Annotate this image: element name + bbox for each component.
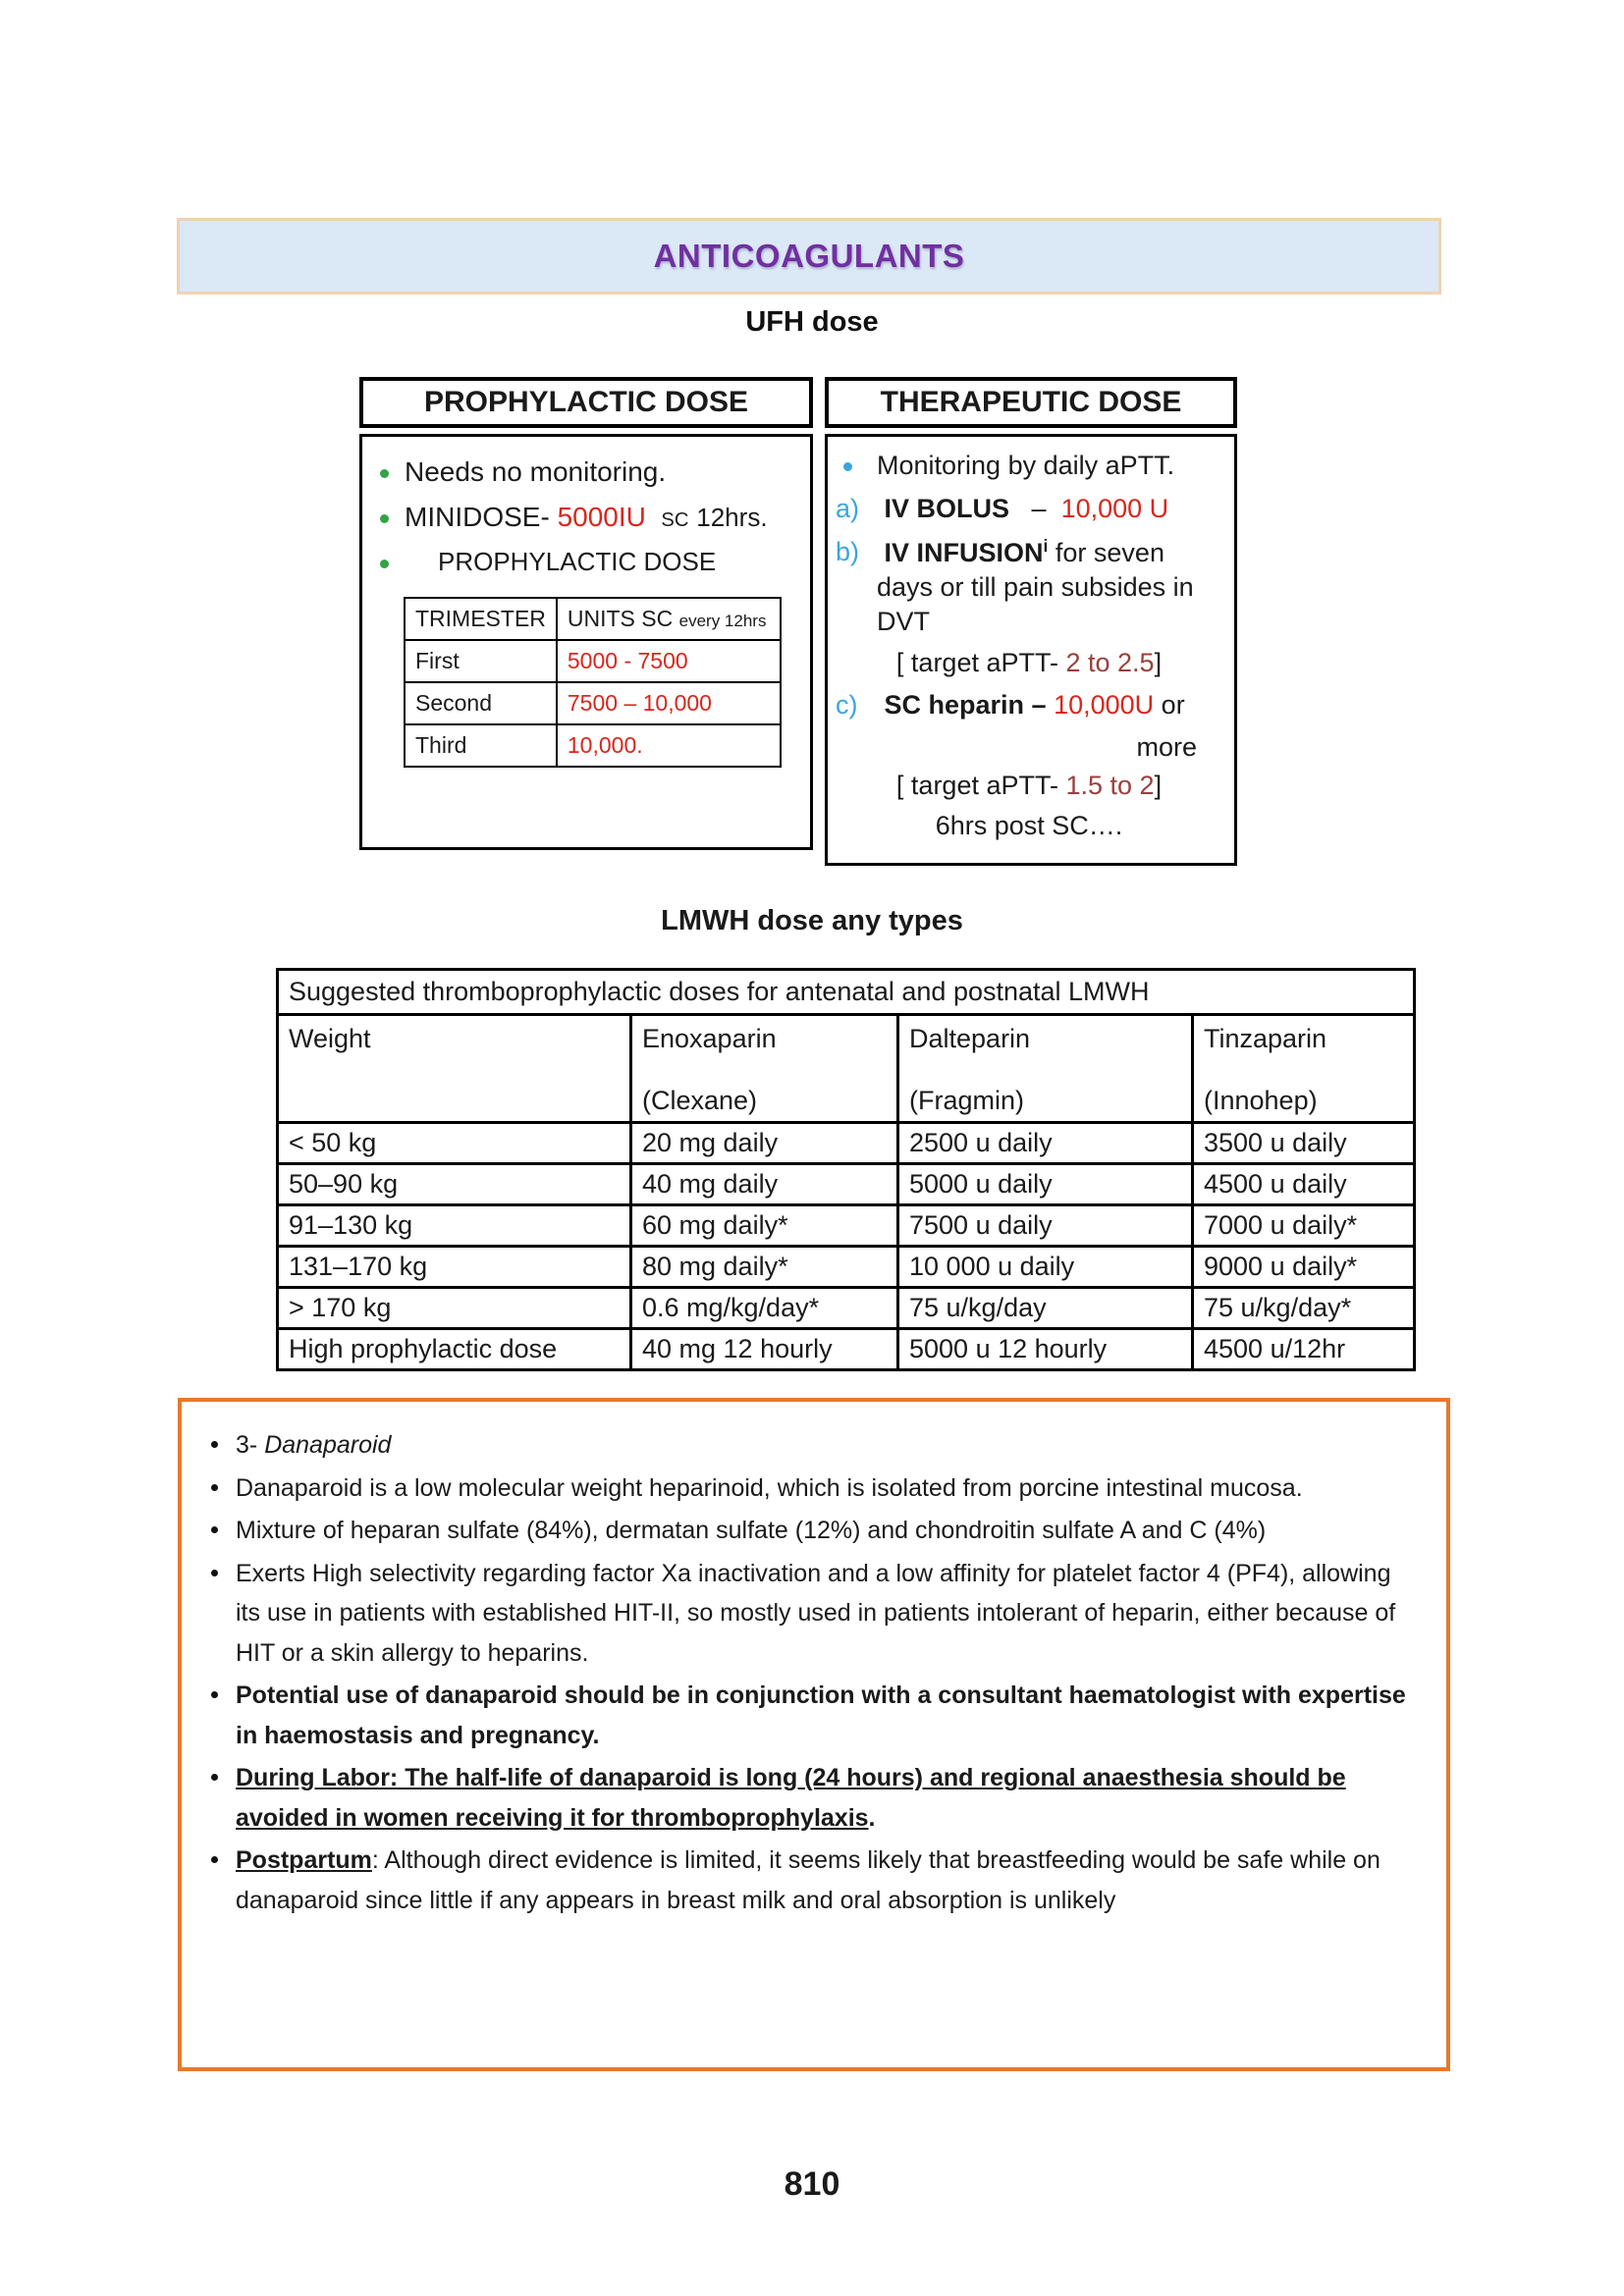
target-aptt-line bbox=[834, 771, 1224, 801]
list-item bbox=[368, 547, 802, 577]
therapeutic-title: THERAPEUTIC DOSE bbox=[880, 386, 1182, 418]
postpartum-text: : Although direct evidence is limited, it seems likely that breastfeeding would be safe while on danaparoid since little if any appears in breast milk and oral absorption is unlikely bbox=[236, 1846, 1380, 1914]
prophylactic-column bbox=[359, 377, 813, 866]
list-item-c bbox=[834, 688, 1224, 722]
bullet-text: Mixture of heparan sulfate (84%), dermatan sulfate (12%) and chondroitin sulfate A and C (4%) bbox=[236, 1517, 1267, 1544]
footnote-superscript: i bbox=[1043, 536, 1049, 557]
cell-weight: 131–170 kg bbox=[278, 1247, 631, 1288]
cell-dalteparin: 5000 u 12 hourly bbox=[898, 1329, 1193, 1370]
header-line2: (Clexane) bbox=[642, 1086, 758, 1115]
list-item bbox=[195, 1758, 1421, 1838]
table-row bbox=[278, 1247, 1415, 1288]
list-item bbox=[195, 1841, 1421, 1920]
target-post: ] bbox=[1154, 648, 1163, 678]
table-row bbox=[278, 1205, 1415, 1247]
bullet-dot-icon bbox=[211, 1441, 218, 1448]
header-weight bbox=[278, 1015, 631, 1123]
cell-tinzaparin: 7000 u daily* bbox=[1193, 1205, 1415, 1247]
bullet-dot-icon bbox=[211, 1484, 218, 1491]
cell-tinzaparin: 4500 u/12hr bbox=[1193, 1329, 1415, 1370]
bullet-text: Monitoring by daily aPTT. bbox=[877, 451, 1175, 480]
cell-tinzaparin: 9000 u daily* bbox=[1193, 1247, 1415, 1288]
bullet-text: Potential use of danaparoid should be in conjunction with a consultant haematologist with expertise in haemostasis and pregnancy. bbox=[236, 1682, 1406, 1749]
list-item bbox=[195, 1554, 1421, 1674]
header-line1: Enoxaparin bbox=[642, 1024, 777, 1053]
therapeutic-content-box bbox=[825, 434, 1237, 866]
sc-heparin-dose: 10,000U bbox=[1054, 690, 1155, 721]
list-item bbox=[195, 1511, 1421, 1551]
anticoagulants-banner bbox=[177, 218, 1441, 294]
danaparoid-name: Danaparoid bbox=[264, 1431, 392, 1459]
cell-dalteparin: 75 u/kg/day bbox=[898, 1288, 1193, 1329]
table-row bbox=[405, 682, 781, 724]
header-line1: Dalteparin bbox=[909, 1024, 1031, 1053]
bullet-dot-icon bbox=[834, 449, 877, 483]
header-line1: Tinzaparin bbox=[1204, 1024, 1327, 1053]
cell-weight: > 170 kg bbox=[278, 1288, 631, 1329]
header-enoxaparin bbox=[631, 1015, 898, 1123]
item-text bbox=[877, 492, 1224, 526]
table-row bbox=[278, 1164, 1415, 1205]
header-tinzaparin bbox=[1193, 1015, 1415, 1123]
bullet-dot-icon bbox=[380, 469, 389, 478]
trimester-header-cell: TRIMESTER bbox=[405, 598, 557, 640]
minidose-label: MINIDOSE- bbox=[405, 502, 558, 532]
bullet-dot-icon bbox=[380, 514, 389, 523]
list-item bbox=[195, 1676, 1421, 1755]
during-labor-text: During Labor: The half-life of danaparoid is long (24 hours) and regional anaesthesia should be avoided in women receiving it for thromboprophylaxis bbox=[236, 1764, 1346, 1832]
interval-text: 12hrs. bbox=[696, 503, 768, 532]
list-item bbox=[195, 1425, 1421, 1466]
cell-enoxaparin: 40 mg 12 hourly bbox=[631, 1329, 898, 1370]
prophylactic-title: PROPHYLACTIC DOSE bbox=[423, 386, 749, 418]
iv-bolus-label: IV BOLUS bbox=[884, 494, 1010, 524]
sc-heparin-label: SC heparin bbox=[884, 690, 1025, 721]
cell-dalteparin: 7500 u daily bbox=[898, 1205, 1193, 1247]
target-aptt-line bbox=[834, 648, 1224, 678]
prophylactic-content-box bbox=[359, 434, 813, 850]
lmwh-dose-table bbox=[276, 968, 1416, 1371]
target-post: ] bbox=[1154, 770, 1163, 800]
cell-trimester: Third bbox=[405, 724, 557, 767]
target-pre: [ target aPTT- bbox=[895, 770, 1066, 800]
table-caption-row bbox=[278, 970, 1415, 1015]
list-item bbox=[834, 449, 1224, 483]
bullet-dot-icon bbox=[211, 1570, 218, 1576]
post-sc-note: 6hrs post SC…. bbox=[935, 810, 1123, 840]
table-row bbox=[278, 1329, 1415, 1370]
sc-heparin-or: or bbox=[1154, 690, 1185, 721]
header-line1: Weight bbox=[289, 1024, 371, 1053]
list-item-a bbox=[834, 492, 1224, 526]
bullet-dot-icon bbox=[211, 1691, 218, 1698]
table-header-row bbox=[405, 598, 781, 640]
target-pre: [ target aPTT- bbox=[895, 648, 1066, 678]
page-title: ANTICOAGULANTS bbox=[653, 238, 965, 274]
minidose-value: 5000IU bbox=[557, 502, 646, 532]
iv-infusion-text: for seven days or till pain subsides in DVT bbox=[877, 538, 1194, 637]
list-item bbox=[195, 1468, 1421, 1509]
units-header-small: every 12hrs bbox=[678, 612, 767, 630]
bullet-dot-icon bbox=[380, 560, 389, 568]
target-value: 2 to 2.5 bbox=[1065, 648, 1155, 678]
postpartum-label: Postpartum bbox=[236, 1846, 372, 1874]
target-value: 1.5 to 2 bbox=[1065, 770, 1155, 800]
cell-dalteparin: 10 000 u daily bbox=[898, 1247, 1193, 1288]
page-number: 810 bbox=[784, 2165, 840, 2203]
iv-bolus-dose: 10,000 U bbox=[1060, 494, 1169, 524]
cell-units: 7500 – 10,000 bbox=[557, 682, 781, 724]
cell-weight: High prophylactic dose bbox=[278, 1329, 631, 1370]
lmwh-dose-heading: LMWH dose any types bbox=[661, 905, 963, 936]
table-header-row bbox=[278, 1015, 1415, 1123]
units-header-cell bbox=[557, 598, 781, 640]
item-marker: c) bbox=[836, 690, 858, 721]
cell-units: 5000 - 7500 bbox=[557, 640, 781, 682]
bullet-dot-icon bbox=[211, 1526, 218, 1533]
list-item bbox=[368, 502, 802, 533]
bullet-text: Danaparoid is a low molecular weight heparinoid, which is isolated from porcine intestinal mucosa. bbox=[236, 1473, 1303, 1502]
table-row bbox=[405, 640, 781, 682]
prophylactic-title-box bbox=[359, 377, 813, 428]
ufh-dose-section bbox=[359, 377, 1237, 866]
bullet-text: Exerts High selectivity regarding factor Xa inactivation and a low affinity for platelet factor 4 (PF4), allowing its use in patients with established HIT-II, so mostly used in patients intolerant of heparin, either because of HIT or a skin allergy to heparins. bbox=[236, 1559, 1396, 1667]
therapeutic-title-box bbox=[825, 377, 1237, 428]
header-line2: (Innohep) bbox=[1204, 1086, 1318, 1115]
more-text: more bbox=[1136, 731, 1197, 762]
header-dalteparin bbox=[898, 1015, 1193, 1123]
trimester-units-table bbox=[404, 597, 782, 768]
therapeutic-column bbox=[825, 377, 1237, 866]
bullet-text bbox=[236, 1841, 1421, 1920]
list-item bbox=[368, 456, 802, 488]
item-text bbox=[877, 535, 1224, 639]
item-text bbox=[877, 688, 1224, 722]
iv-infusion-label: IV INFUSION bbox=[884, 538, 1044, 568]
cell-weight: 50–90 kg bbox=[278, 1164, 631, 1205]
dash: – bbox=[1024, 690, 1055, 721]
bullet-text: PROPHYLACTIC DOSE bbox=[438, 547, 717, 576]
cell-enoxaparin: 80 mg daily* bbox=[631, 1247, 898, 1288]
table-row bbox=[278, 1288, 1415, 1329]
cell-weight: < 50 kg bbox=[278, 1123, 631, 1164]
item-number: 3- bbox=[236, 1431, 265, 1459]
cell-enoxaparin: 60 mg daily* bbox=[631, 1205, 898, 1247]
dash: – bbox=[1031, 494, 1047, 524]
item-marker: b) bbox=[836, 537, 860, 567]
table-row bbox=[278, 1123, 1415, 1164]
sc-abbrev: SC bbox=[661, 509, 689, 531]
header-line2: (Fragmin) bbox=[909, 1086, 1025, 1115]
cell-tinzaparin: 4500 u daily bbox=[1193, 1164, 1415, 1205]
bullet-dot-icon bbox=[211, 1774, 218, 1781]
ufh-dose-heading: UFH dose bbox=[745, 306, 879, 338]
list-item-b bbox=[834, 535, 1224, 639]
bullet-text bbox=[405, 502, 768, 533]
cell-tinzaparin: 75 u/kg/day* bbox=[1193, 1288, 1415, 1329]
table-row bbox=[405, 724, 781, 767]
bullet-text: Needs no monitoring. bbox=[405, 456, 667, 487]
period: . bbox=[868, 1803, 876, 1832]
cell-weight: 91–130 kg bbox=[278, 1205, 631, 1247]
cell-trimester: Second bbox=[405, 682, 557, 724]
item-marker: a) bbox=[836, 494, 860, 524]
danaparoid-section-box bbox=[178, 1398, 1450, 2071]
cell-enoxaparin: 40 mg daily bbox=[631, 1164, 898, 1205]
cell-tinzaparin: 3500 u daily bbox=[1193, 1123, 1415, 1164]
bullet-text bbox=[236, 1758, 1421, 1838]
bullet-dot-icon bbox=[211, 1856, 218, 1863]
cell-enoxaparin: 20 mg daily bbox=[631, 1123, 898, 1164]
cell-dalteparin: 2500 u daily bbox=[898, 1123, 1193, 1164]
cell-trimester: First bbox=[405, 640, 557, 682]
bullet-text bbox=[236, 1425, 391, 1466]
units-header-main: UNITS SC bbox=[567, 606, 674, 631]
table-caption: Suggested thromboprophylactic doses for antenatal and postnatal LMWH bbox=[278, 970, 1415, 1015]
cell-dalteparin: 5000 u daily bbox=[898, 1164, 1193, 1205]
cell-enoxaparin: 0.6 mg/kg/day* bbox=[631, 1288, 898, 1329]
cell-units: 10,000. bbox=[557, 724, 781, 767]
